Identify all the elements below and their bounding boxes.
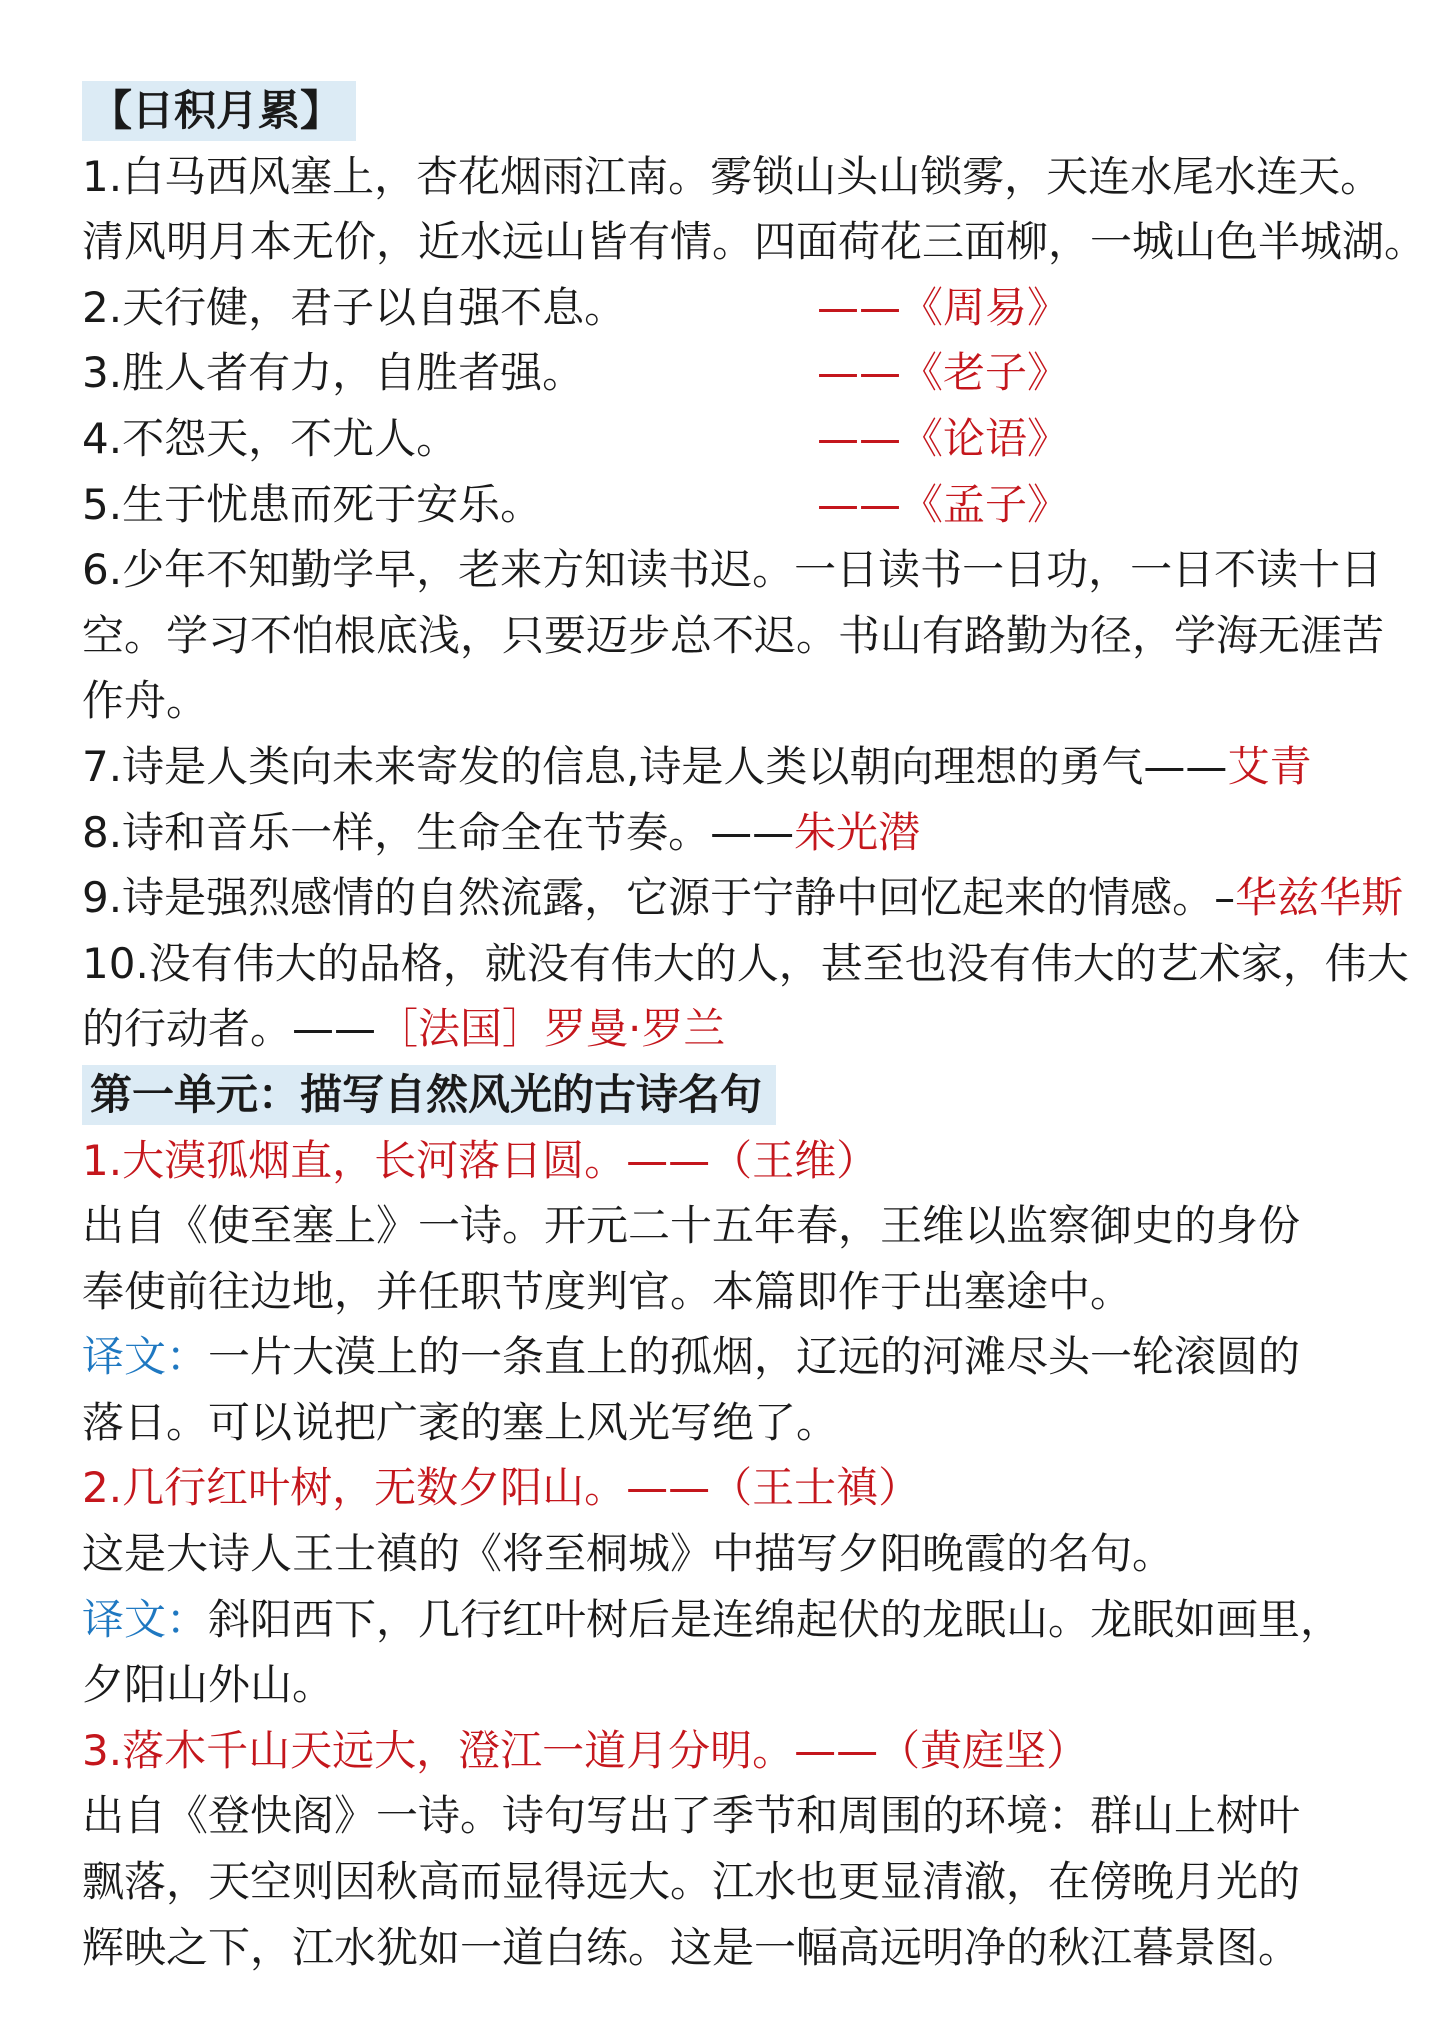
author-name: 朱光潜	[794, 807, 921, 857]
quote-row-4	[82, 406, 1356, 472]
translation-label: 译文：	[82, 1332, 209, 1382]
daily-item-1-line-2: 清风明月本无价，近水远山皆有情。四面荷花三面柳，一城山色半城湖。	[82, 217, 1427, 267]
quote-source: ——《周易》	[817, 282, 1070, 332]
author-name: 艾青	[1227, 741, 1312, 791]
daily-item-1-line-1: 1.白马西风塞上，杏花烟雨江南。雾锁山头山锁雾，天连水尾水连天。	[82, 151, 1383, 201]
quote-text: 2.天行健，君子以自强不息。	[82, 282, 627, 332]
quote-row-2	[82, 275, 1356, 341]
quote-row-3	[82, 340, 1356, 406]
quote-source: ——《孟子》	[817, 479, 1070, 529]
author-name: 华兹华斯	[1235, 873, 1404, 923]
author-name: ［法国］罗曼·罗兰	[376, 1004, 726, 1054]
poem-desc-2-line-1: 这是大诗人王士禛的《将至桐城》中描写夕阳晚霞的名句。	[82, 1529, 1175, 1579]
quote-text: 5.生于忧患而死于安乐。	[82, 479, 543, 529]
daily-item-10-line-2: 的行动者。——［法国］罗曼·罗兰	[82, 1004, 726, 1054]
poem-desc-1-line-1: 出自《使至塞上》一诗。开元二十五年春，王维以监察御史的身份	[82, 1201, 1301, 1251]
poem-title-2: 2.几行红叶树，无数夕阳山。——（王士禛）	[82, 1463, 921, 1513]
translation-label: 译文：	[82, 1594, 209, 1644]
poem-desc-3-line-3: 辉映之下，江水犹如一道白练。这是一幅高远明净的秋江暮景图。	[82, 1922, 1301, 1972]
section-heading-daily: 【日积月累】	[82, 78, 1356, 144]
quote-text: 4.不怨天，不尤人。	[82, 413, 459, 463]
daily-item-6-line-3: 作舟。	[82, 676, 209, 726]
poem-title-3: 3.落木千山天远大，澄江一道月分明。——（黄庭坚）	[82, 1725, 1089, 1775]
poem-desc-1-line-2: 奉使前往边地，并任职节度判官。本篇即作于出塞途中。	[82, 1266, 1133, 1316]
poem-translation-2-line-2: 夕阳山外山。	[82, 1660, 335, 1710]
quote-source: ——《老子》	[817, 348, 1070, 398]
quote-row-5	[82, 472, 1356, 538]
daily-item-9: 9.诗是强烈感情的自然流露，它源于宁静中回忆起来的情感。–华兹华斯	[82, 873, 1404, 923]
poem-translation-1-line-2: 落日。可以说把广袤的塞上风光写绝了。	[82, 1397, 839, 1447]
poem-desc-3-line-2: 飘落，天空则因秋高而显得远大。江水也更显清澈，在傍晚月光的	[82, 1857, 1301, 1907]
poem-translation-2-line-1: 译文：斜阳西下，几行红叶树后是连绵起伏的龙眠山。龙眠如画里，	[82, 1594, 1343, 1644]
daily-item-6-line-1: 6.少年不知勤学早，老来方知读书迟。一日读书一日功，一日不读十日	[82, 545, 1383, 595]
poem-translation-1-line-1: 译文：一片大漠上的一条直上的孤烟，辽远的河滩尽头一轮滚圆的	[82, 1332, 1301, 1382]
poem-desc-3-line-1: 出自《登快阁》一诗。诗句写出了季节和周围的环境：群山上树叶	[82, 1791, 1301, 1841]
daily-item-8: 8.诗和音乐一样，生命全在节奏。——朱光潜	[82, 807, 921, 857]
daily-item-10-line-1: 10.没有伟大的品格，就没有伟大的人，甚至也没有伟大的艺术家，伟大	[82, 938, 1409, 988]
quote-source: ——《论语》	[817, 413, 1070, 463]
section-heading-unit1: 第一单元：描写自然风光的古诗名句	[82, 1062, 1356, 1128]
quote-text: 3.胜人者有力，自胜者强。	[82, 348, 585, 398]
poem-title-1: 1.大漠孤烟直，长河落日圆。——（王维）	[82, 1135, 879, 1185]
daily-item-7: 7.诗是人类向未来寄发的信息,诗是人类以朝向理想的勇气——艾青	[82, 741, 1312, 791]
daily-item-6-line-2: 空。学习不怕根底浅，只要迈步总不迟。书山有路勤为径，学海无涯苦	[82, 610, 1385, 660]
